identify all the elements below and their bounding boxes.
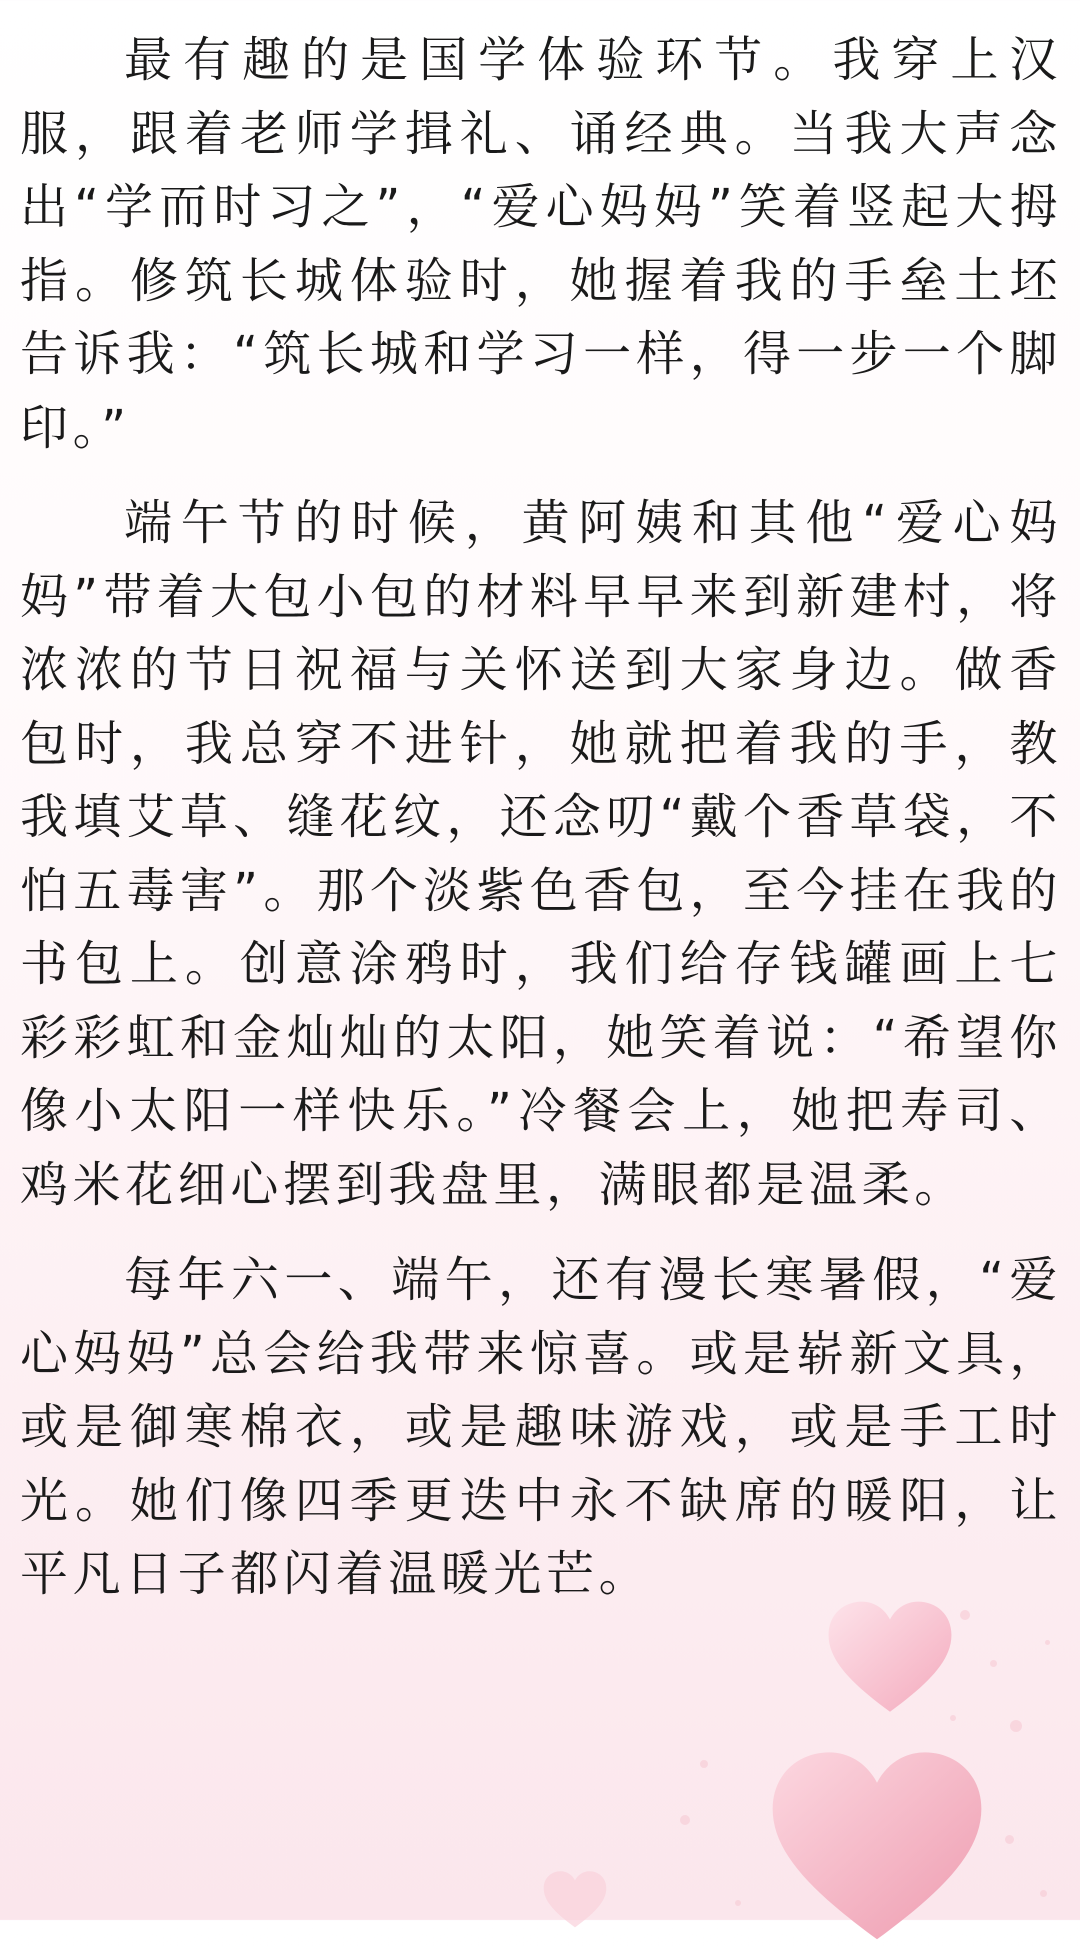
paragraph-guoxue: 最有趣的是国学体验环节。我穿上汉服，跟着老师学揖礼、诵经典。当我大声念出“学而时习之”，“爱心妈妈”笑着竖起大拇指。修筑长城体验时，她握着我的手垒土坯告诉我：“筑长城和学习一样，得一步一个脚印。” (20, 32, 1062, 456)
sparkle-dot (1045, 1640, 1050, 1645)
sparkle-dot (1010, 1720, 1022, 1732)
heart-icon (520, 1870, 630, 1930)
sparkle-dot (1005, 1835, 1014, 1844)
sparkle-dot (1040, 1890, 1047, 1897)
sparkle-dot (700, 1760, 708, 1768)
sparkle-dot (990, 1660, 997, 1667)
sparkle-dot (680, 1815, 690, 1825)
article-body (20, 24, 1062, 1634)
paragraph-duanwu: 端午节的时候，黄阿姨和其他“爱心妈妈”带着大包小包的材料早早来到新建村，将浓浓的节日祝福与关怀送到大家身边。做香包时，我总穿不进针，她就把着我的手，教我填艾草、缝花纹，还念叨“戴个香草袋，不怕五毒害”。那个淡紫色香包，至今挂在我的书包上。创意涂鸦时，我们给存钱罐画上七彩彩虹和金灿灿的太阳，她笑着说：“希望你像小太阳一样快乐。”冷餐会上，她把寿司、鸡米花细心摆到我盘里，满眼都是温柔。 (20, 495, 1062, 1213)
sparkle-dot (950, 1715, 956, 1721)
paragraph-seasons: 每年六一、端午，还有漫长寒暑假，“爱心妈妈”总会给我带来惊喜。或是崭新文具，或是御寒棉衣，或是趣味游戏，或是手工时光。她们像四季更迭中永不缺席的暖阳，让平凡日子都闪着温暖光芒。 (20, 1252, 1062, 1602)
heart-icon (766, 1748, 988, 1948)
sparkle-dot (735, 1900, 741, 1906)
